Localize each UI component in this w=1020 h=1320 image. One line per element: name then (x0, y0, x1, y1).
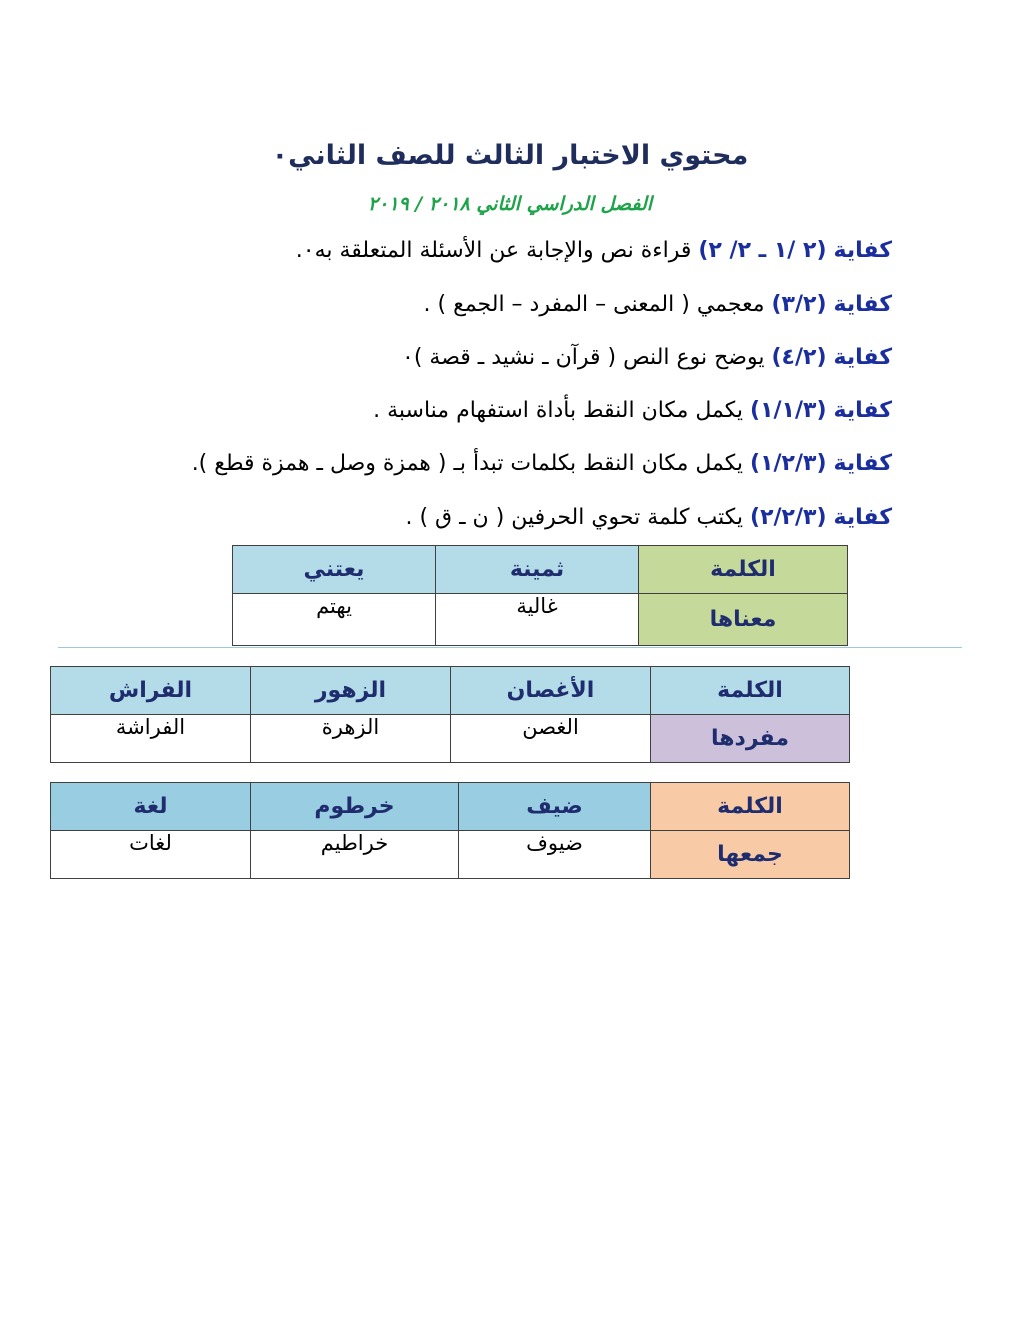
competency-label: كفاية (833, 345, 892, 370)
table-header-word: يعتني (233, 546, 436, 594)
table-header-word: ضيف (459, 783, 651, 831)
competency-label: كفاية (833, 451, 892, 476)
competency-line (296, 238, 892, 263)
competency-code: (٢/٢/٣) (750, 505, 827, 530)
table-header-word: الأغصان (451, 667, 651, 715)
table-cell: غالية (436, 594, 639, 646)
meaning-table (232, 545, 848, 646)
competency-line (424, 292, 892, 317)
competency-label: كفاية (833, 505, 892, 530)
table-header-label: الكلمة (651, 667, 850, 715)
table-header-word: الزهور (251, 667, 451, 715)
competency-text: يوضح نوع النص ( قرآن ـ نشيد ـ قصة )٠ (402, 345, 765, 370)
table-header-label: الكلمة (651, 783, 850, 831)
table-row-label: مفردها (651, 715, 850, 763)
competency-text: قراءة نص والإجابة عن الأسئلة المتعلقة به٠. (295, 238, 692, 263)
table-cell: لغات (51, 831, 251, 879)
table-header-word: لغة (51, 783, 251, 831)
table-cell: ضيوف (459, 831, 651, 879)
competency-text: يكمل مكان النقط بأداة استفهام مناسبة . (373, 398, 744, 423)
competency-line (373, 398, 892, 423)
competency-code: (٣/٢) (771, 292, 827, 317)
competency-text: يكتب كلمة تحوي الحرفين ( ن ـ ق ) . (405, 505, 744, 530)
page-title: محتوي الاختبار الثالث للصف الثاني٠ (271, 140, 749, 171)
competency-code: (١/٢/٣) (750, 451, 827, 476)
table-cell: يهتم (233, 594, 436, 646)
divider-line (58, 647, 962, 648)
competency-code: (١/١/٣) (750, 398, 827, 423)
table-cell: الزهرة (251, 715, 451, 763)
table-header-word: الفراش (51, 667, 251, 715)
competency-line (402, 345, 892, 370)
competency-text: يكمل مكان النقط بكلمات تبدأ بـ ( همزة وصل ـ همزة قطع ). (191, 451, 744, 476)
table-header-label: الكلمة (639, 546, 848, 594)
competency-code: (٢ /١ ـ ٢/ ٢) (698, 238, 827, 263)
competency-text: معجمي ( المعنى – المفرد – الجمع ) . (423, 292, 765, 317)
table-cell: الغصن (451, 715, 651, 763)
table-row-label: معناها (639, 594, 848, 646)
table-header-word: خرطوم (251, 783, 459, 831)
singular-table (50, 666, 850, 763)
table-header-word: ثمينة (436, 546, 639, 594)
table-row-label: جمعها (651, 831, 850, 879)
competency-line (405, 505, 892, 530)
table-cell: الفراشة (51, 715, 251, 763)
competency-label: كفاية (833, 398, 892, 423)
page-subtitle: الفصل الدراسي الثاني ٢٠١٨ / ٢٠١٩ (367, 193, 653, 215)
table-cell: خراطيم (251, 831, 459, 879)
competency-line (192, 451, 892, 476)
competency-code: (٤/٢) (771, 345, 827, 370)
competency-label: كفاية (833, 292, 892, 317)
plural-table (50, 782, 850, 879)
competency-label: كفاية (833, 238, 892, 263)
